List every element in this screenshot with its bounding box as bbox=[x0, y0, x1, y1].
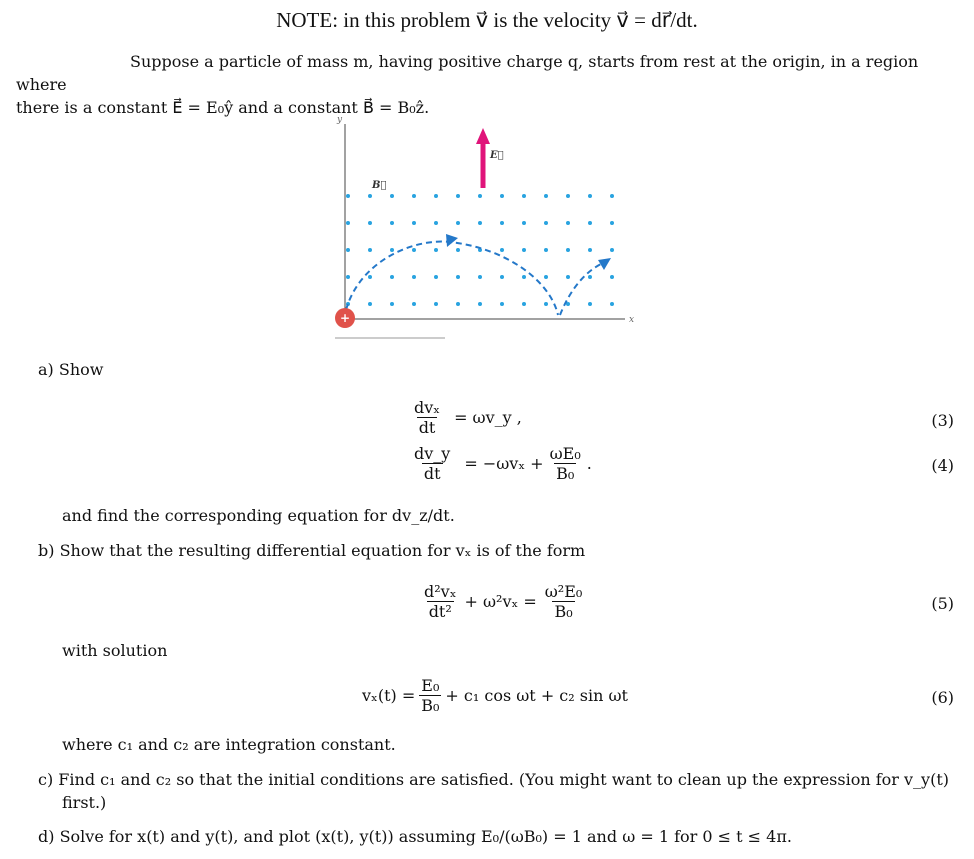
particle-path-second-arch bbox=[560, 262, 605, 315]
magnetic-field-dots bbox=[346, 194, 614, 306]
intro-line-1: Suppose a particle of mass m, having positive charge q, starts from rest at the origin, in a region where bbox=[16, 52, 919, 94]
field-dot bbox=[544, 275, 548, 279]
part-a-followup: and find the corresponding equation for dv_z/dt. bbox=[62, 506, 455, 525]
equation-number-4: (4) bbox=[931, 456, 954, 475]
equation-number-6: (6) bbox=[931, 688, 954, 707]
field-dot bbox=[610, 275, 614, 279]
field-dot bbox=[456, 221, 460, 225]
field-dot bbox=[434, 221, 438, 225]
field-dot bbox=[368, 248, 372, 252]
field-dot bbox=[588, 248, 592, 252]
field-dot bbox=[544, 194, 548, 198]
field-dot bbox=[478, 302, 482, 306]
field-dot bbox=[566, 275, 570, 279]
field-dot bbox=[610, 221, 614, 225]
note-heading: NOTE: in this problem v⃗ is the velocity v⃗ = dr⃗/dt. bbox=[276, 8, 698, 32]
field-dot bbox=[566, 194, 570, 198]
intro-paragraph bbox=[16, 50, 958, 119]
eq5-rhs-fraction: $\frac{\text{ω²E₀}}{\text{B₀}}$ bbox=[544, 582, 583, 621]
field-dot bbox=[456, 302, 460, 306]
figure-caption-smudge bbox=[335, 337, 445, 339]
b-field-label: B⃗ bbox=[372, 180, 387, 191]
motion-figure bbox=[320, 110, 650, 345]
field-dot bbox=[610, 248, 614, 252]
field-dot bbox=[544, 221, 548, 225]
equation-3 bbox=[408, 398, 522, 437]
field-dot bbox=[412, 248, 416, 252]
field-dot bbox=[390, 302, 394, 306]
field-dot bbox=[412, 302, 416, 306]
field-dot bbox=[346, 275, 350, 279]
field-dot bbox=[456, 194, 460, 198]
where-constants-text: where c₁ and c₂ are integration constant. bbox=[62, 735, 396, 754]
field-dot bbox=[566, 248, 570, 252]
intro-line-2: there is a constant E⃗ = E₀ŷ and a constant B⃗ = B₀ẑ. bbox=[16, 98, 430, 117]
path-arrowhead-1 bbox=[446, 234, 458, 247]
field-dot bbox=[544, 248, 548, 252]
field-dot bbox=[478, 221, 482, 225]
eq4-fraction: $\frac{dv\_y}{dt}$ bbox=[414, 444, 451, 483]
field-dot bbox=[500, 194, 504, 198]
eq6-lhs: vₓ(t) = bbox=[362, 686, 416, 705]
eq4-rhs-fraction: $\frac{\text{ωE₀}}{\text{B₀}}$ bbox=[549, 444, 581, 483]
field-dot bbox=[566, 221, 570, 225]
field-dot bbox=[456, 248, 460, 252]
equation-number-5: (5) bbox=[931, 594, 954, 613]
equation-4 bbox=[408, 444, 592, 483]
field-dot bbox=[588, 302, 592, 306]
particle-path bbox=[346, 242, 558, 315]
field-dot bbox=[500, 248, 504, 252]
part-c-line-2: first.) bbox=[62, 793, 107, 812]
field-dot bbox=[368, 275, 372, 279]
eq6-fraction: $\frac{\text{E₀}}{\text{B₀}}$ bbox=[421, 676, 440, 715]
part-a-label: a) Show bbox=[38, 360, 104, 379]
field-dot bbox=[368, 221, 372, 225]
field-dot bbox=[500, 221, 504, 225]
part-d-text: d) Solve for x(t) and y(t), and plot (x(t), y(t)) assuming E₀/(ωB₀) = 1 and ω = 1 for 0 ≤ t ≤ 4π. bbox=[38, 827, 792, 846]
field-dot bbox=[522, 248, 526, 252]
field-dot bbox=[610, 194, 614, 198]
field-dot bbox=[588, 194, 592, 198]
field-dot bbox=[610, 302, 614, 306]
field-dot bbox=[500, 302, 504, 306]
equation-5 bbox=[418, 582, 588, 621]
field-dot bbox=[390, 221, 394, 225]
field-dot bbox=[522, 221, 526, 225]
field-dot bbox=[412, 194, 416, 198]
field-dot bbox=[412, 221, 416, 225]
with-solution-text: with solution bbox=[62, 641, 168, 660]
field-dot bbox=[346, 194, 350, 198]
field-dot bbox=[522, 302, 526, 306]
field-dot bbox=[588, 275, 592, 279]
field-dot bbox=[478, 275, 482, 279]
field-dot bbox=[522, 194, 526, 198]
e-field-arrowhead bbox=[476, 128, 490, 144]
part-c-line-1: c) Find c₁ and c₂ so that the initial conditions are satisfied. (You might want to clean up the expression for v_y(t) bbox=[38, 770, 949, 789]
field-dot bbox=[456, 275, 460, 279]
x-axis-label: x bbox=[629, 315, 635, 325]
field-dot bbox=[390, 194, 394, 198]
part-b-label: b) Show that the resulting differential equation for vₓ is of the form bbox=[38, 541, 586, 560]
charge-symbol: + bbox=[339, 311, 351, 325]
equation-6 bbox=[362, 676, 628, 715]
field-dot bbox=[390, 248, 394, 252]
field-dot bbox=[346, 221, 350, 225]
field-dot bbox=[500, 275, 504, 279]
eq6-rhs: + c₁ cos ωt + c₂ sin ωt bbox=[445, 686, 628, 705]
eq3-fraction: $\frac{\text{dvₓ}}{dt}$ bbox=[414, 398, 441, 437]
field-dot bbox=[522, 275, 526, 279]
field-dot bbox=[434, 275, 438, 279]
eq4-rhs-prefix: = −ωvₓ + bbox=[464, 454, 544, 473]
eq5-middle: + ω²vₓ = bbox=[464, 592, 537, 611]
equation-number-3: (3) bbox=[931, 411, 954, 430]
e-field-label: E⃗ bbox=[490, 150, 504, 161]
eq3-rhs: = ωv_y , bbox=[454, 408, 522, 427]
field-dot bbox=[412, 275, 416, 279]
field-dot bbox=[434, 248, 438, 252]
field-dot bbox=[390, 275, 394, 279]
eq4-rhs-suffix: . bbox=[586, 454, 592, 473]
field-dot bbox=[544, 302, 548, 306]
y-axis-label: y bbox=[337, 115, 343, 125]
field-dot bbox=[434, 194, 438, 198]
field-dot bbox=[368, 194, 372, 198]
field-dot bbox=[368, 302, 372, 306]
eq5-lhs-fraction: $\frac{\text{d²vₓ}}{\text{dt²}}$ bbox=[424, 582, 457, 621]
field-dot bbox=[346, 248, 350, 252]
field-dot bbox=[588, 221, 592, 225]
field-dot bbox=[434, 302, 438, 306]
field-dot bbox=[478, 194, 482, 198]
